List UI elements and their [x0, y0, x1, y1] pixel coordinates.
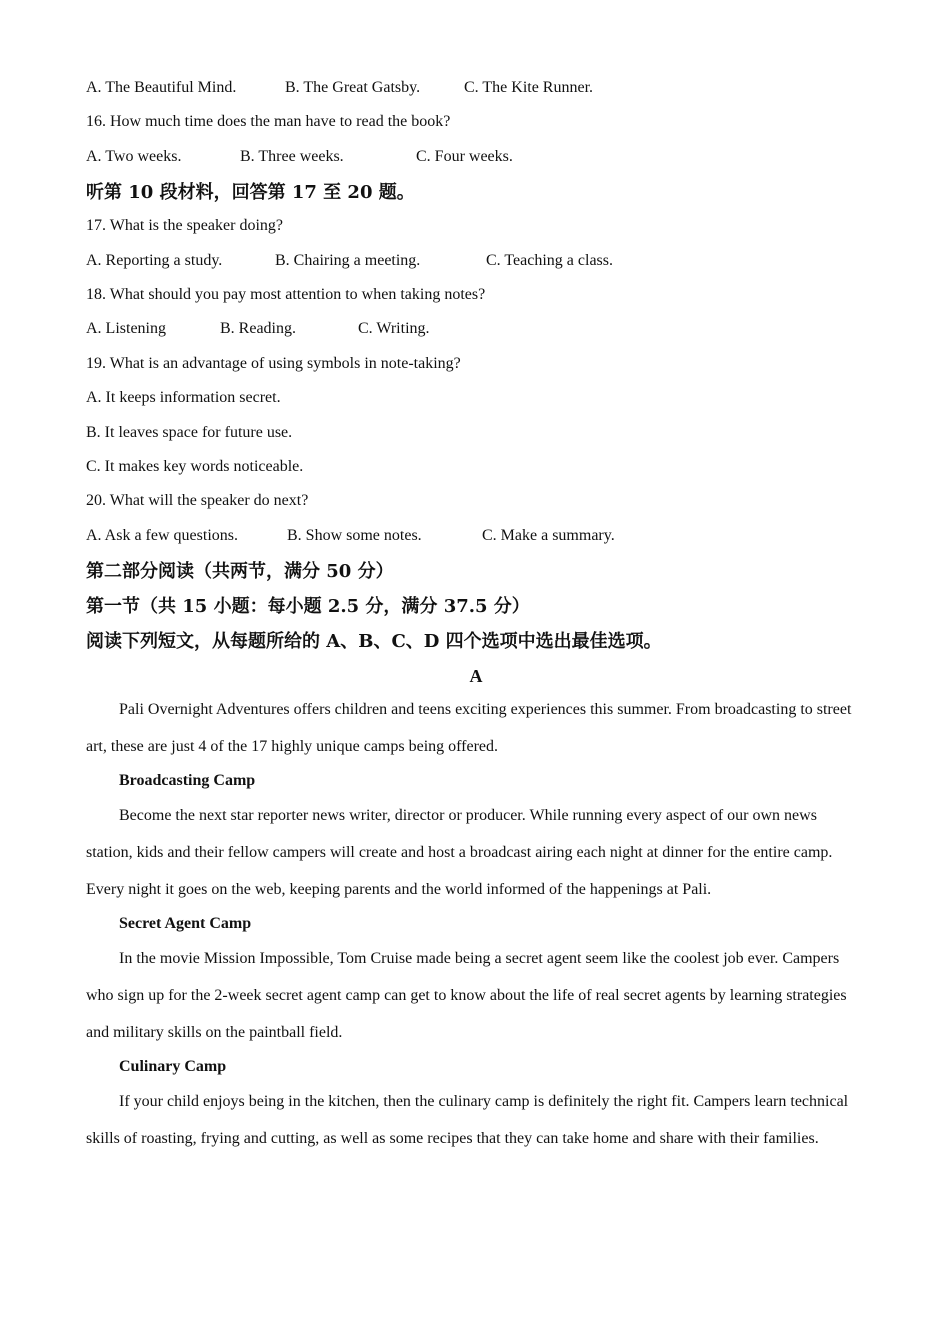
- camp-text-culinary: If your child enjoys being in the kitchen, then the culinary camp is definitely the right fit. Campers learn technical skills of roasting, frying and cutting, as well as some recipes that they can take home and share with their families.: [86, 1093, 849, 1148]
- q17-question: 17. What is the speaker doing?: [86, 217, 283, 235]
- camp-title-culinary: Culinary Camp: [119, 1058, 227, 1076]
- q18-options: [86, 319, 866, 339]
- q19-option-c: C. It makes key words noticeable.: [86, 457, 304, 475]
- camp-title-secret-agent: Secret Agent Camp: [119, 915, 252, 933]
- q18-question: 18. What should you pay most attention to when taking notes?: [86, 285, 486, 303]
- q16-options: [86, 147, 866, 167]
- q18-option-c: C. Writing.: [358, 320, 430, 338]
- q17-option-b: B. Chairing a meeting.: [275, 251, 421, 269]
- q17-options: [86, 251, 866, 271]
- q19-question: 19. What is an advantage of using symbols in note-taking?: [86, 354, 461, 372]
- reading-instruction: 阅读下列短文，从每题所给的 A、B、C、D 四个选项中选出最佳选项。: [86, 631, 662, 653]
- q16-option-a: A. Two weeks.: [86, 147, 182, 165]
- passage-letter: A: [469, 666, 483, 687]
- camp-text-broadcasting: Become the next star reporter news writer, director or producer. While running every aspect of our own news station, kids and their fellow campers will create and host a broadcast airing each night at dinner for the entire camp. Every night it goes on the web, keeping parents and the world informed of the happenings at Pali.: [86, 807, 833, 899]
- section1-heading: 第一节（共 15 小题：每小题 2.5 分，满分 37.5 分）: [86, 596, 530, 618]
- q20-question: 20. What will the speaker do next?: [86, 492, 309, 510]
- q15-option-a: A. The Beautiful Mind.: [86, 79, 237, 96]
- camp-title-broadcasting: Broadcasting Camp: [119, 772, 256, 790]
- q20-options: [86, 526, 866, 546]
- q20-option-c: C. Make a summary.: [482, 526, 615, 544]
- q20-option-b: B. Show some notes.: [287, 526, 422, 544]
- q16-option-b: B. Three weeks.: [240, 147, 344, 165]
- intro-paragraph: Pali Overnight Adventures offers children and teens exciting experiences this summer. From broadcasting to street art, these are just 4 of the 17 highly unique camps being offered.: [86, 701, 852, 756]
- exam-page: [86, 78, 866, 1163]
- q19-option-b: B. It leaves space for future use.: [86, 423, 293, 441]
- camp-text-secret-agent: In the movie Mission Impossible, Tom Cruise made being a secret agent seem like the coolest job ever. Campers who sign up for the 2-week secret agent camp can get to know about the life of real secret agents by learning strategies and military skills on the paintball field.: [86, 950, 847, 1042]
- section10-heading: 听第 10 段材料，回答第 17 至 20 题。: [86, 182, 415, 204]
- q15-option-b: B. The Great Gatsby.: [285, 79, 421, 96]
- q16-option-c: C. Four weeks.: [416, 147, 513, 165]
- q18-option-a: A. Listening: [86, 320, 166, 338]
- q17-option-a: A. Reporting a study.: [86, 251, 223, 269]
- q20-option-a: A. Ask a few questions.: [86, 526, 238, 544]
- q17-option-c: C. Teaching a class.: [486, 251, 613, 269]
- q19-option-a: A. It keeps information secret.: [86, 389, 281, 407]
- q16-question: 16. How much time does the man have to read the book?: [86, 113, 451, 131]
- part2-heading: 第二部分阅读（共两节，满分 50 分）: [86, 561, 394, 583]
- q18-option-b: B. Reading.: [220, 320, 296, 338]
- q15-options: [86, 78, 866, 98]
- q15-option-c: C. The Kite Runner.: [464, 79, 594, 96]
